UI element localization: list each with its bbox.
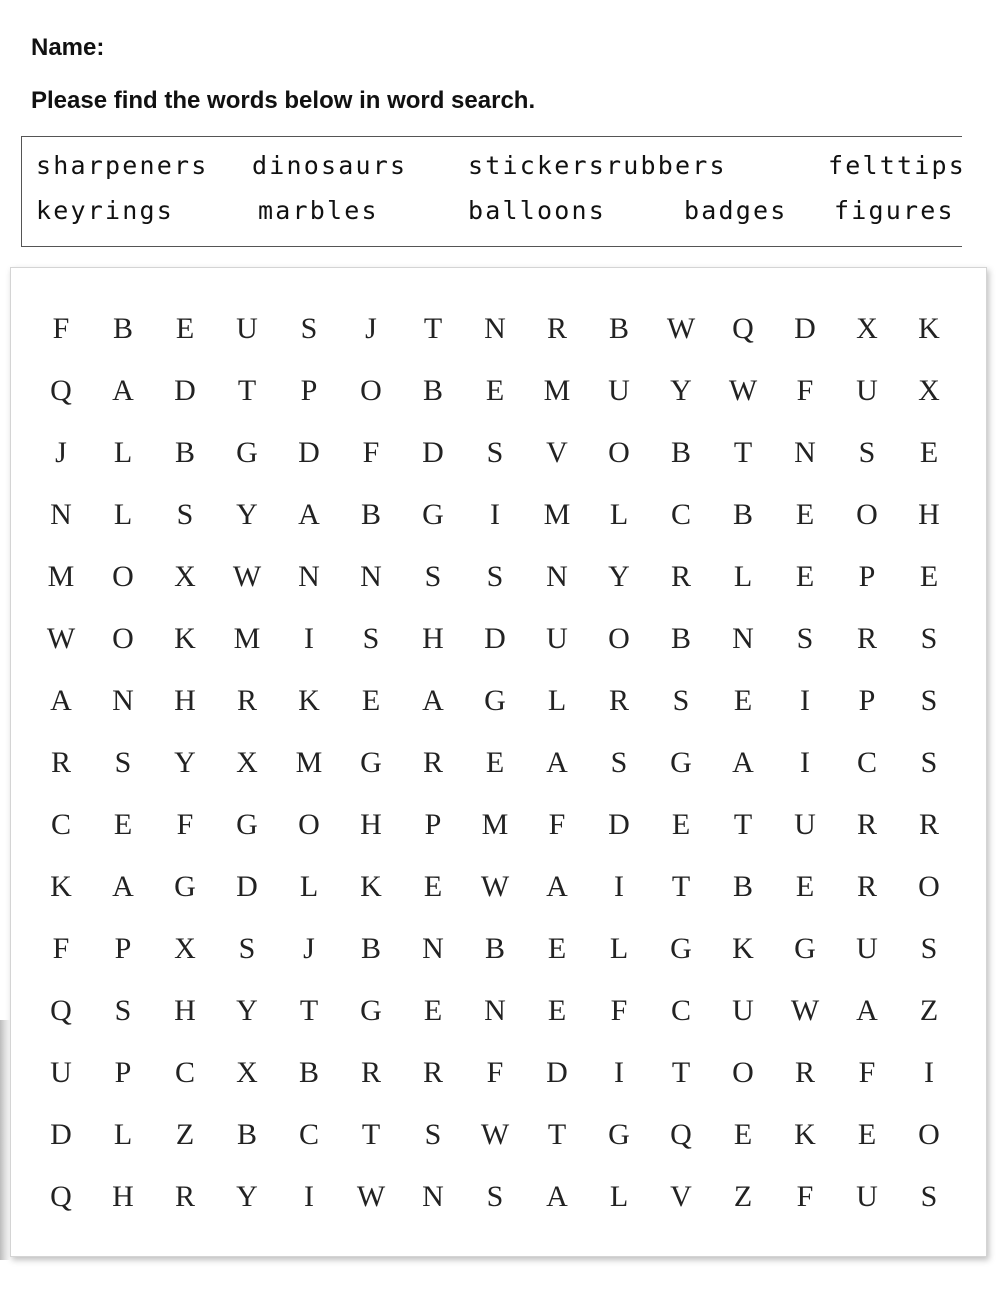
grid-letter[interactable]: M bbox=[543, 374, 571, 407]
grid-letter[interactable]: C bbox=[298, 1118, 319, 1151]
grid-letter[interactable]: O bbox=[608, 436, 630, 469]
grid-letter[interactable]: P bbox=[300, 374, 318, 407]
grid-letter[interactable]: S bbox=[920, 1180, 938, 1213]
grid-letter[interactable]: Y bbox=[236, 498, 258, 531]
grid-letter[interactable]: L bbox=[733, 560, 753, 593]
grid-letter[interactable]: U bbox=[236, 312, 258, 345]
grid-letter[interactable]: T bbox=[423, 312, 443, 345]
grid-letter[interactable]: M bbox=[233, 622, 261, 655]
grid-letter[interactable]: R bbox=[360, 1056, 381, 1089]
grid-letter[interactable]: F bbox=[52, 932, 70, 965]
grid-letter[interactable]: M bbox=[47, 560, 75, 593]
grid-letter[interactable]: Z bbox=[919, 994, 939, 1027]
grid-letter[interactable]: U bbox=[50, 1056, 72, 1089]
grid-letter[interactable]: P bbox=[858, 560, 876, 593]
grid-letter[interactable]: P bbox=[424, 808, 442, 841]
grid-letter[interactable]: O bbox=[918, 870, 940, 903]
grid-letter[interactable]: P bbox=[858, 684, 876, 717]
grid-letter[interactable]: F bbox=[176, 808, 194, 841]
grid-letter[interactable]: A bbox=[298, 498, 320, 531]
grid-letter[interactable]: H bbox=[422, 622, 444, 655]
grid-letter[interactable]: S bbox=[486, 560, 504, 593]
grid-letter[interactable]: C bbox=[670, 994, 691, 1027]
grid-letter[interactable]: B bbox=[732, 498, 753, 531]
word-search-grid bbox=[30, 298, 960, 1228]
grid-letter[interactable]: X bbox=[856, 312, 878, 345]
grid-letter[interactable]: B bbox=[360, 498, 381, 531]
grid-letter[interactable]: F bbox=[796, 374, 814, 407]
grid-letter[interactable]: W bbox=[46, 622, 76, 655]
grid-letter[interactable]: E bbox=[113, 808, 133, 841]
grid-letter[interactable]: O bbox=[856, 498, 878, 531]
word-marbles: marbles bbox=[258, 196, 379, 225]
word-sharpeners: sharpeners bbox=[36, 151, 209, 180]
grid-letter[interactable]: W bbox=[232, 560, 262, 593]
instructions: Please find the words below in word search. bbox=[31, 87, 536, 114]
grid-letter[interactable]: K bbox=[794, 1118, 816, 1151]
grid-letter[interactable]: N bbox=[546, 560, 568, 593]
grid-letter[interactable]: Y bbox=[236, 1180, 258, 1213]
grid-letter[interactable]: S bbox=[424, 560, 442, 593]
grid-letter[interactable]: N bbox=[360, 560, 382, 593]
grid-letter[interactable]: R bbox=[918, 808, 939, 841]
grid-letter[interactable]: T bbox=[237, 374, 257, 407]
grid-letter[interactable]: K bbox=[360, 870, 382, 903]
grid-letter[interactable]: U bbox=[856, 374, 878, 407]
grid-letter[interactable]: I bbox=[490, 498, 500, 531]
grid-letter[interactable]: B bbox=[236, 1118, 257, 1151]
grid-letter[interactable]: I bbox=[800, 746, 810, 779]
grid-letter[interactable]: G bbox=[484, 684, 506, 717]
grid-letter[interactable]: B bbox=[112, 312, 133, 345]
grid-letter[interactable]: W bbox=[356, 1180, 386, 1213]
grid-letter[interactable]: A bbox=[856, 994, 878, 1027]
grid-letter[interactable]: A bbox=[50, 684, 72, 717]
grid-letter[interactable]: D bbox=[794, 312, 816, 345]
grid-letter[interactable]: S bbox=[486, 1180, 504, 1213]
grid-letter[interactable]: R bbox=[236, 684, 257, 717]
grid-letter[interactable]: L bbox=[299, 870, 319, 903]
grid-letter[interactable]: R bbox=[422, 746, 443, 779]
grid-letter[interactable]: Z bbox=[733, 1180, 753, 1213]
grid-letter[interactable]: R bbox=[422, 1056, 443, 1089]
grid-letter[interactable]: D bbox=[174, 374, 196, 407]
grid-letter[interactable]: O bbox=[608, 622, 630, 655]
grid-letter[interactable]: G bbox=[236, 808, 258, 841]
grid-letter[interactable]: D bbox=[50, 1118, 72, 1151]
grid-letter[interactable]: K bbox=[918, 312, 940, 345]
grid-letter[interactable]: G bbox=[670, 746, 692, 779]
grid-letter[interactable]: R bbox=[670, 560, 691, 593]
grid-letter[interactable]: S bbox=[920, 622, 938, 655]
grid-letter[interactable]: L bbox=[113, 1118, 133, 1151]
grid-letter[interactable]: S bbox=[672, 684, 690, 717]
grid-letter[interactable]: G bbox=[360, 746, 382, 779]
grid-letter[interactable]: Q bbox=[50, 374, 72, 407]
grid-letter[interactable]: F bbox=[610, 994, 628, 1027]
grid-letter[interactable]: A bbox=[422, 684, 444, 717]
grid-letter[interactable]: A bbox=[112, 870, 134, 903]
grid-letter[interactable]: O bbox=[918, 1118, 940, 1151]
grid-letter[interactable]: B bbox=[484, 932, 505, 965]
grid-letter[interactable]: N bbox=[484, 312, 506, 345]
grid-letter[interactable]: I bbox=[800, 684, 810, 717]
grid-letter[interactable]: G bbox=[360, 994, 382, 1027]
grid-letter[interactable]: X bbox=[236, 1056, 258, 1089]
grid-letter[interactable]: Q bbox=[732, 312, 754, 345]
grid-letter[interactable]: N bbox=[484, 994, 506, 1027]
grid-letter[interactable]: K bbox=[174, 622, 196, 655]
grid-letter[interactable]: T bbox=[547, 1118, 567, 1151]
grid-letter[interactable]: M bbox=[543, 498, 571, 531]
grid-letter[interactable]: J bbox=[303, 932, 315, 965]
grid-letter[interactable]: L bbox=[547, 684, 567, 717]
grid-letter[interactable]: N bbox=[298, 560, 320, 593]
grid-letter[interactable]: H bbox=[360, 808, 382, 841]
grid-letter[interactable]: W bbox=[728, 374, 758, 407]
grid-letter[interactable]: B bbox=[732, 870, 753, 903]
grid-letter[interactable]: B bbox=[608, 312, 629, 345]
grid-letter[interactable]: P bbox=[114, 1056, 132, 1089]
grid-letter[interactable]: E bbox=[919, 436, 939, 469]
grid-letter[interactable]: R bbox=[794, 1056, 815, 1089]
grid-letter[interactable]: L bbox=[609, 932, 629, 965]
grid-letter[interactable]: V bbox=[670, 1180, 692, 1213]
grid-letter[interactable]: K bbox=[298, 684, 320, 717]
grid-letter[interactable]: I bbox=[304, 622, 314, 655]
grid-letter[interactable]: O bbox=[360, 374, 382, 407]
grid-letter[interactable]: F bbox=[486, 1056, 504, 1089]
word-felttips: felttips bbox=[828, 151, 967, 180]
grid-letter[interactable]: U bbox=[546, 622, 568, 655]
grid-letter[interactable]: E bbox=[919, 560, 939, 593]
grid-letter[interactable]: T bbox=[733, 436, 753, 469]
grid-letter[interactable]: L bbox=[609, 498, 629, 531]
grid-letter[interactable]: O bbox=[298, 808, 320, 841]
grid-letter[interactable]: H bbox=[112, 1180, 134, 1213]
grid-letter[interactable]: A bbox=[546, 1180, 568, 1213]
grid-letter[interactable]: F bbox=[548, 808, 566, 841]
grid-letter[interactable]: T bbox=[361, 1118, 381, 1151]
grid-letter[interactable]: S bbox=[362, 622, 380, 655]
grid-letter[interactable]: G bbox=[422, 498, 444, 531]
grid-letter[interactable]: I bbox=[304, 1180, 314, 1213]
grid-letter[interactable]: E bbox=[795, 870, 815, 903]
grid-letter[interactable]: A bbox=[112, 374, 134, 407]
word-figures: figures bbox=[834, 196, 955, 225]
grid-letter[interactable]: X bbox=[174, 932, 196, 965]
grid-letter[interactable]: O bbox=[112, 560, 134, 593]
grid-letter[interactable]: G bbox=[794, 932, 816, 965]
grid-letter[interactable]: C bbox=[50, 808, 71, 841]
grid-letter[interactable]: F bbox=[362, 436, 380, 469]
grid-letter[interactable]: L bbox=[609, 1180, 629, 1213]
grid-letter[interactable]: R bbox=[50, 746, 71, 779]
grid-letter[interactable]: W bbox=[480, 870, 510, 903]
grid-letter[interactable]: Y bbox=[236, 994, 258, 1027]
grid-letter[interactable]: S bbox=[858, 436, 876, 469]
grid-letter[interactable]: T bbox=[733, 808, 753, 841]
grid-letter[interactable]: A bbox=[546, 746, 568, 779]
grid-letter[interactable]: U bbox=[856, 932, 878, 965]
grid-letter[interactable]: S bbox=[300, 312, 318, 345]
page-edge-shadow bbox=[0, 1020, 10, 1260]
grid-letter[interactable]: L bbox=[113, 436, 133, 469]
grid-letter[interactable]: Y bbox=[608, 560, 630, 593]
grid-letter[interactable]: S bbox=[796, 622, 814, 655]
grid-letter[interactable]: E bbox=[175, 312, 195, 345]
grid-letter[interactable]: S bbox=[486, 436, 504, 469]
grid-letter[interactable]: Q bbox=[50, 1180, 72, 1213]
grid-letter[interactable]: E bbox=[671, 808, 691, 841]
grid-letter[interactable]: Q bbox=[670, 1118, 692, 1151]
grid-letter[interactable]: G bbox=[236, 436, 258, 469]
word-balloons: balloons bbox=[468, 196, 607, 225]
grid-letter[interactable]: J bbox=[55, 436, 67, 469]
grid-letter[interactable]: Y bbox=[670, 374, 692, 407]
grid-letter[interactable]: J bbox=[365, 312, 377, 345]
grid-letter[interactable]: T bbox=[671, 870, 691, 903]
grid-letter[interactable]: Y bbox=[174, 746, 196, 779]
name-label: Name: bbox=[31, 34, 105, 61]
grid-letter[interactable]: C bbox=[856, 746, 877, 779]
grid-letter[interactable]: E bbox=[485, 746, 505, 779]
grid-letter[interactable]: S bbox=[114, 994, 132, 1027]
grid-letter[interactable]: E bbox=[733, 1118, 753, 1151]
grid-letter[interactable]: S bbox=[114, 746, 132, 779]
grid-letter[interactable]: T bbox=[671, 1056, 691, 1089]
grid-letter[interactable]: A bbox=[546, 870, 568, 903]
grid-letter[interactable]: X bbox=[918, 374, 940, 407]
grid-letter[interactable]: S bbox=[920, 746, 938, 779]
grid-letter[interactable]: A bbox=[732, 746, 754, 779]
grid-letter[interactable]: E bbox=[857, 1118, 877, 1151]
grid-letter[interactable]: N bbox=[794, 436, 816, 469]
grid-letter[interactable]: U bbox=[794, 808, 816, 841]
word-dinosaurs: dinosaurs bbox=[252, 151, 408, 180]
grid-letter[interactable]: F bbox=[52, 312, 70, 345]
grid-letter[interactable]: S bbox=[610, 746, 628, 779]
grid-letter[interactable]: R bbox=[174, 1180, 195, 1213]
grid-letter[interactable]: E bbox=[547, 994, 567, 1027]
grid-letter[interactable]: R bbox=[856, 870, 877, 903]
grid-letter[interactable]: Z bbox=[175, 1118, 195, 1151]
grid-letter[interactable]: G bbox=[670, 932, 692, 965]
grid-letter[interactable]: X bbox=[174, 560, 196, 593]
grid-letter[interactable]: M bbox=[295, 746, 323, 779]
grid-letter[interactable]: M bbox=[481, 808, 509, 841]
grid-letter[interactable]: N bbox=[422, 932, 444, 965]
grid-letter[interactable]: D bbox=[608, 808, 630, 841]
grid-letter[interactable]: P bbox=[114, 932, 132, 965]
grid-letter[interactable]: U bbox=[608, 374, 630, 407]
grid-letter[interactable]: B bbox=[174, 436, 195, 469]
grid-letter[interactable]: S bbox=[920, 684, 938, 717]
grid-letter[interactable]: B bbox=[298, 1056, 319, 1089]
grid-letter[interactable]: S bbox=[920, 932, 938, 965]
grid-letter[interactable]: G bbox=[174, 870, 196, 903]
grid-letter[interactable]: B bbox=[360, 932, 381, 965]
grid-letter[interactable]: D bbox=[236, 870, 258, 903]
grid-letter[interactable]: D bbox=[546, 1056, 568, 1089]
grid-letter[interactable]: E bbox=[423, 994, 443, 1027]
grid-letter[interactable]: E bbox=[423, 870, 443, 903]
grid-letter[interactable]: E bbox=[547, 932, 567, 965]
grid-letter[interactable]: E bbox=[361, 684, 381, 717]
grid-letter[interactable]: E bbox=[485, 374, 505, 407]
grid-letter[interactable]: H bbox=[918, 498, 940, 531]
grid-letter[interactable]: L bbox=[113, 498, 133, 531]
grid-letter[interactable]: U bbox=[856, 1180, 878, 1213]
grid-letter[interactable]: B bbox=[670, 622, 691, 655]
grid-letter[interactable]: R bbox=[856, 808, 877, 841]
grid-letter[interactable]: U bbox=[732, 994, 754, 1027]
word-badges: badges bbox=[684, 196, 788, 225]
grid-letter[interactable]: N bbox=[422, 1180, 444, 1213]
grid-letter[interactable]: E bbox=[795, 560, 815, 593]
grid-letter[interactable]: W bbox=[790, 994, 820, 1027]
grid-letter[interactable]: E bbox=[733, 684, 753, 717]
grid-letter[interactable]: B bbox=[670, 436, 691, 469]
grid-letter[interactable]: N bbox=[112, 684, 134, 717]
grid-letter[interactable]: Q bbox=[50, 994, 72, 1027]
grid-letter[interactable]: G bbox=[608, 1118, 630, 1151]
grid-letter[interactable]: R bbox=[546, 312, 567, 345]
grid-letter[interactable]: S bbox=[424, 1118, 442, 1151]
grid-letter[interactable]: W bbox=[666, 312, 696, 345]
grid-letter[interactable]: H bbox=[174, 684, 196, 717]
grid-letter[interactable]: K bbox=[732, 932, 754, 965]
grid-letter[interactable]: H bbox=[174, 994, 196, 1027]
grid-letter[interactable]: C bbox=[670, 498, 691, 531]
grid-letter[interactable]: D bbox=[298, 436, 320, 469]
grid-letter[interactable]: E bbox=[795, 498, 815, 531]
grid-letter[interactable]: F bbox=[796, 1180, 814, 1213]
grid-letter[interactable]: D bbox=[422, 436, 444, 469]
word-keyrings: keyrings bbox=[36, 196, 175, 225]
grid-letter[interactable]: O bbox=[732, 1056, 754, 1089]
grid-letter[interactable]: W bbox=[480, 1118, 510, 1151]
word-stickersrubbers: stickersrubbers bbox=[468, 151, 727, 180]
grid-letter[interactable]: I bbox=[614, 870, 624, 903]
grid-letter[interactable]: R bbox=[856, 622, 877, 655]
grid-letter[interactable]: S bbox=[176, 498, 194, 531]
grid-letter[interactable]: D bbox=[484, 622, 506, 655]
grid-letter[interactable]: B bbox=[422, 374, 443, 407]
grid-letter[interactable]: C bbox=[174, 1056, 195, 1089]
grid-letter[interactable]: N bbox=[50, 498, 72, 531]
grid-letter[interactable]: T bbox=[299, 994, 319, 1027]
grid-letter[interactable]: K bbox=[50, 870, 72, 903]
grid-letter[interactable]: O bbox=[112, 622, 134, 655]
word-list-box bbox=[21, 136, 967, 247]
grid-letter[interactable]: R bbox=[608, 684, 629, 717]
grid-letter[interactable]: N bbox=[732, 622, 754, 655]
grid-letter[interactable]: F bbox=[858, 1056, 876, 1089]
grid-letter[interactable]: I bbox=[924, 1056, 934, 1089]
grid-letter[interactable]: I bbox=[614, 1056, 624, 1089]
grid-letter[interactable]: V bbox=[546, 436, 568, 469]
grid-letter[interactable]: S bbox=[238, 932, 256, 965]
grid-letter[interactable]: X bbox=[236, 746, 258, 779]
